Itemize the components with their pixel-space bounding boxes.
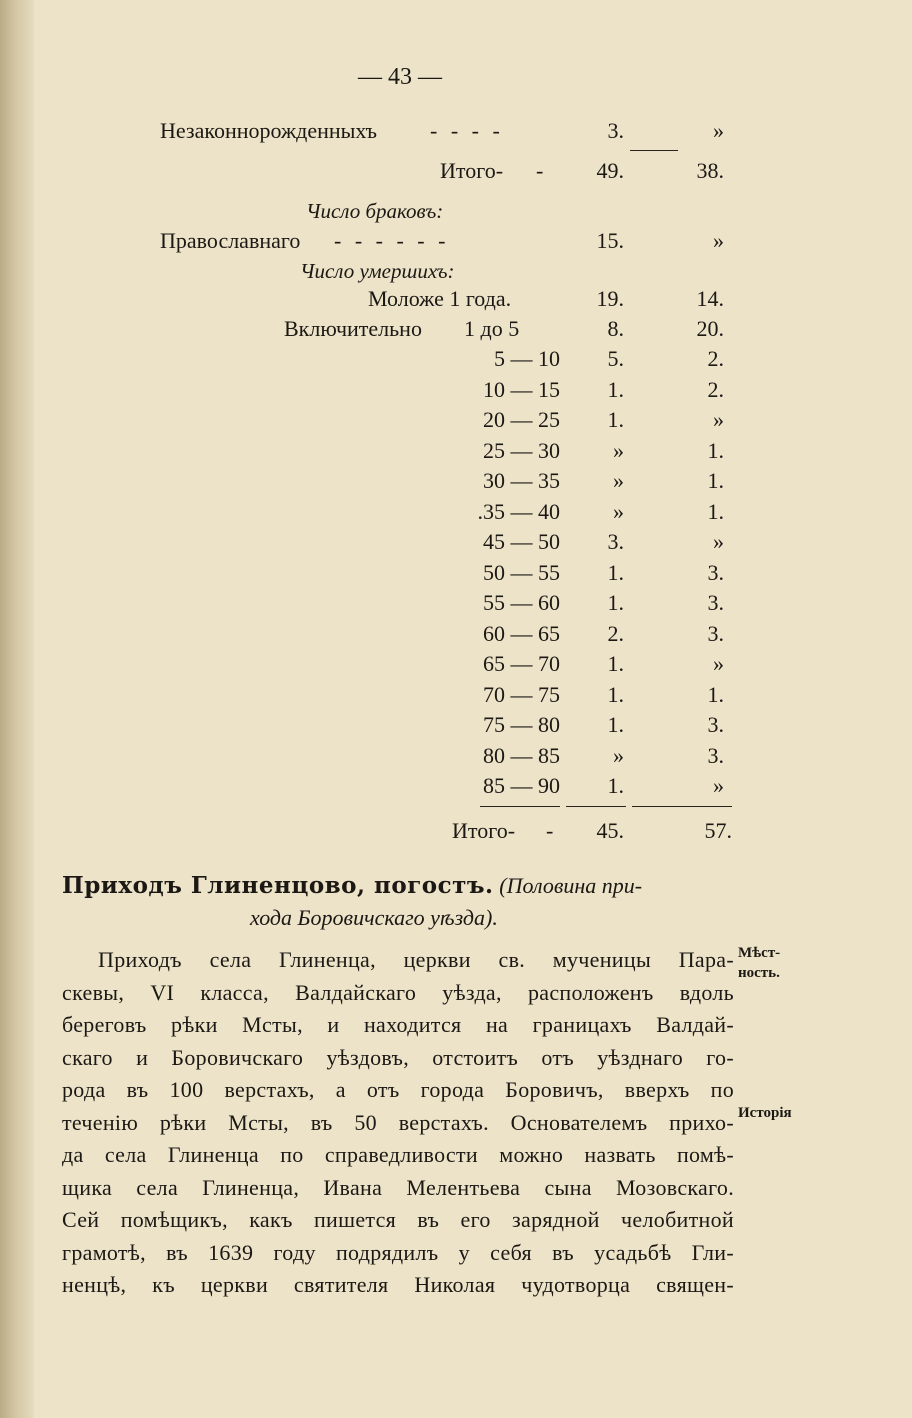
subtotal-rule	[630, 150, 678, 151]
illegitimate-label: Незаконнорожденныхъ	[160, 118, 377, 143]
margin-note-history: Исторія	[738, 1105, 792, 1121]
marriages-col2: »	[713, 228, 724, 253]
age-col2: »	[713, 773, 724, 798]
total-rule-col1	[566, 806, 626, 807]
age-col1: »	[613, 438, 624, 463]
total-deaths-dash: -	[546, 818, 554, 843]
age-range: 5 — 10	[494, 346, 560, 371]
age-range: 80 — 85	[483, 743, 560, 768]
age-col1: 1.	[607, 773, 624, 798]
deaths-incl-label: Включительно	[284, 316, 422, 341]
deaths-incl-col1: 8.	[607, 316, 624, 341]
total-births-dash: -	[536, 158, 544, 183]
age-col2: 2.	[707, 377, 724, 402]
age-col1: 1.	[607, 590, 624, 615]
body-line: ненцѣ, къ церкви святителя Николая чудотворца священ-	[62, 1272, 734, 1297]
total-rule-col2	[632, 806, 732, 807]
age-col1: 2.	[607, 621, 624, 646]
age-range: 75 — 80	[483, 712, 560, 737]
body-line: да села Глиненца по справедливости можно назвать помѣ-	[62, 1142, 734, 1167]
age-range: 55 — 60	[483, 590, 560, 615]
body-line: Сей помѣщикъ, какъ пишется въ его зарядной челобитной	[62, 1207, 734, 1232]
age-range: 60 — 65	[483, 621, 560, 646]
age-range: 10 — 15	[483, 377, 560, 402]
age-col1: 1.	[607, 682, 624, 707]
body-line: теченію рѣки Мсты, въ 50 верстахъ. Основателемъ прихо-	[62, 1110, 734, 1135]
marriages-heading: Число браковъ:	[306, 199, 444, 223]
marriages-label: Православнаго	[160, 228, 301, 253]
age-range: 50 — 55	[483, 560, 560, 585]
total-rule-range	[480, 806, 560, 807]
age-col1: 3.	[607, 529, 624, 554]
illegitimate-col1: 3.	[607, 118, 624, 143]
parish-title	[62, 870, 642, 902]
age-range: 70 — 75	[483, 682, 560, 707]
deaths-under-one-label: Моложе 1 года.	[368, 286, 512, 311]
deaths-heading: Число умершихъ:	[300, 259, 455, 283]
deaths-under-one-col2: 14.	[696, 286, 724, 311]
page-number: — 43 —	[358, 64, 442, 90]
age-col2: 1.	[707, 438, 724, 463]
age-range: 45 — 50	[483, 529, 560, 554]
margin-note-location: Мѣст-	[738, 945, 781, 961]
age-col2: »	[713, 651, 724, 676]
age-col2: 2.	[707, 346, 724, 371]
age-col1: 1.	[607, 377, 624, 402]
total-deaths-label: Итого-	[452, 818, 516, 843]
marriages-dashes: - - - - - -	[334, 228, 450, 253]
age-range: .35 — 40	[477, 499, 560, 524]
deaths-incl-col2: 20.	[696, 316, 724, 341]
total-births-col1: 49.	[596, 158, 624, 183]
body-line: рода въ 100 верстахъ, а отъ города Боровичъ, вверхъ по	[62, 1077, 734, 1102]
age-col1: 5.	[607, 346, 624, 371]
body-line: грамотѣ, въ 1639 году подрядилъ у себя въ усадьбѣ Гли-	[62, 1240, 734, 1265]
illegitimate-dashes: - - - -	[430, 118, 504, 143]
age-col1: 1.	[607, 712, 624, 737]
age-col2: 3.	[707, 560, 724, 585]
parish-title-italic: (Половина при-	[499, 873, 643, 898]
body-line: Приходъ села Глиненца, церкви св. мученицы Пара-	[98, 947, 734, 972]
age-col2: 3.	[707, 743, 724, 768]
total-births-col2: 38.	[696, 158, 724, 183]
age-col2: 3.	[707, 590, 724, 615]
age-col2: 1.	[707, 499, 724, 524]
body-line: щика села Глиненца, Ивана Мелентьева сына Мозовскаго.	[62, 1175, 734, 1200]
age-col1: »	[613, 743, 624, 768]
marriages-col1: 15.	[596, 228, 624, 253]
body-line: скевы, VI класса, Валдайскаго уѣзда, расположенъ вдоль	[62, 980, 734, 1005]
body-line: скаго и Боровичскаго уѣздовъ, отстоитъ отъ уѣзднаго го-	[62, 1045, 734, 1070]
age-col1: »	[613, 499, 624, 524]
margin-note-location-2: ность.	[738, 965, 780, 981]
age-col2: 3.	[707, 621, 724, 646]
age-col1: 1.	[607, 407, 624, 432]
parish-title-continuation: хода Боровичскаго уѣзда).	[250, 905, 498, 930]
age-col1: 1.	[607, 560, 624, 585]
age-col2: »	[713, 529, 724, 554]
total-deaths-col2: 57.	[704, 818, 732, 843]
total-deaths-col1: 45.	[596, 818, 624, 843]
total-births-label: Итого-	[440, 158, 504, 183]
age-range: 85 — 90	[483, 773, 560, 798]
deaths-under-one-col1: 19.	[596, 286, 624, 311]
illegitimate-col2: »	[713, 118, 724, 143]
book-spine-shadow	[0, 0, 34, 1418]
body-line: береговъ рѣки Мсты, и находится на границахъ Валдай-	[62, 1012, 734, 1037]
age-col1: 1.	[607, 651, 624, 676]
age-range: 25 — 30	[483, 438, 560, 463]
age-range: 65 — 70	[483, 651, 560, 676]
age-range: 30 — 35	[483, 468, 560, 493]
age-col2: »	[713, 407, 724, 432]
age-col2: 1.	[707, 468, 724, 493]
age-col2: 1.	[707, 682, 724, 707]
parish-title-bold: Приходъ Глиненцово, погостъ.	[62, 872, 494, 899]
deaths-incl-range: 1 до 5	[464, 316, 520, 341]
age-col2: 3.	[707, 712, 724, 737]
age-range: 20 — 25	[483, 407, 560, 432]
age-col1: »	[613, 468, 624, 493]
